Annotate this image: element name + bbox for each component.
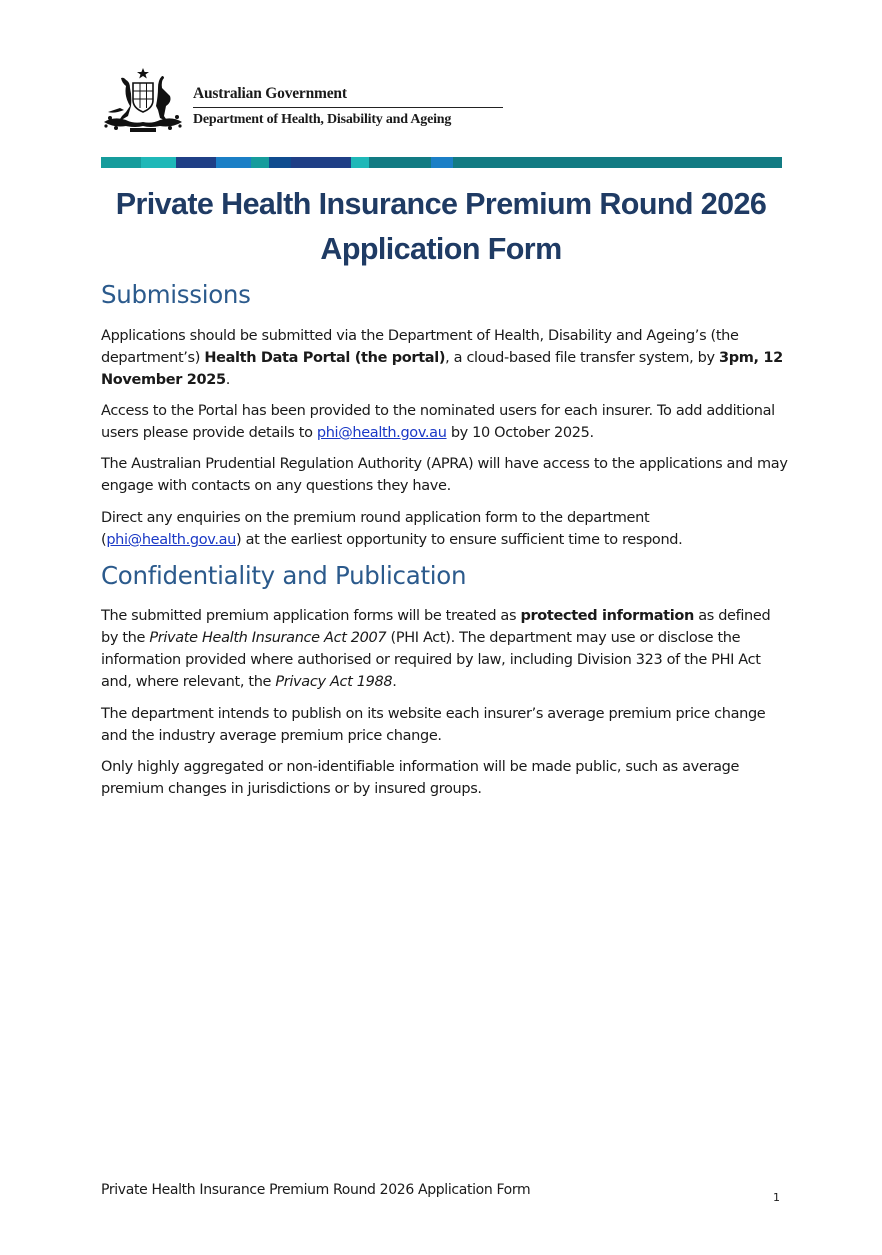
- government-name: Australian Government: [193, 85, 347, 102]
- band-segment: [176, 157, 216, 168]
- email-link[interactable]: phi@health.gov.au: [106, 532, 237, 548]
- band-segment: [369, 157, 431, 168]
- text-run: Only highly aggregated or non-identifiable information will be made public, such as average premium changes in jurisdictions or by insured groups.: [101, 759, 740, 797]
- page-footer: Private Health Insurance Premium Round 2026 Application Form: [101, 1182, 531, 1198]
- email-link[interactable]: phi@health.gov.au: [316, 425, 447, 441]
- text-run: Direct any enquiries on the premium round application form to the department (: [101, 510, 650, 548]
- title-line-1: Private Health Insurance Premium Round 2026: [115, 187, 767, 221]
- act-name: Private Health Insurance Act 2007: [149, 630, 387, 646]
- band-segment: [291, 157, 351, 168]
- text-run: as defined by the: [101, 608, 771, 646]
- deadline: 3pm, 12 November 2025: [101, 350, 783, 388]
- text-run: ) at the earliest opportunity to ensure sufficient time to respond.: [236, 532, 683, 548]
- header-divider: [193, 107, 503, 108]
- submissions-heading: Submissions: [101, 280, 251, 309]
- confidentiality-heading: Confidentiality and Publication: [101, 561, 467, 590]
- text-run: (PHI Act). The department may use or disclose the information provided where authorised or required by law, including Division 323 of the PHI Act and, where relevant, the: [101, 630, 761, 690]
- page-title: [60, 182, 822, 272]
- text-run: , a cloud-based file transfer system, by: [445, 350, 719, 366]
- confidentiality-paragraph-3: [101, 756, 791, 800]
- page-header: [100, 66, 510, 136]
- portal-name: Health Data Portal (the portal): [204, 350, 446, 366]
- band-segment: [351, 157, 369, 168]
- confidentiality-paragraph-2: [101, 703, 791, 747]
- coat-of-arms-icon: [100, 66, 186, 134]
- text-run: The Australian Prudential Regulation Authority (APRA) will have access to the applications and may engage with contacts on any questions they have.: [101, 456, 788, 494]
- band-segment: [101, 157, 141, 168]
- act-name: Privacy Act 1988: [275, 674, 393, 690]
- title-line-2: Application Form: [320, 232, 562, 266]
- decorative-color-band: [101, 157, 782, 168]
- text-run: Access to the Portal has been provided to the nominated users for each insurer. To add additional users please provide details to: [101, 403, 775, 441]
- band-segment: [431, 157, 453, 168]
- text-run: by 10 October 2025.: [446, 425, 594, 441]
- band-segment: [216, 157, 251, 168]
- department-name: Department of Health, Disability and Ageing: [193, 112, 452, 127]
- submissions-paragraph-3: [101, 453, 791, 497]
- submissions-paragraph-4: [101, 507, 791, 551]
- text-run: The department intends to publish on its website each insurer’s average premium price change and the industry average premium price change.: [101, 706, 766, 744]
- band-segment: [251, 157, 269, 168]
- protected-information: protected information: [520, 608, 694, 624]
- band-segment: [269, 157, 291, 168]
- band-segment: [453, 157, 782, 168]
- submissions-paragraph-1: [101, 325, 791, 391]
- confidentiality-paragraph-1: [101, 605, 791, 693]
- text-run: Applications should be submitted via the Department of Health, Disability and Ageing’s (the department’s): [101, 328, 739, 366]
- submissions-paragraph-2: [101, 400, 791, 444]
- text-run: The submitted premium application forms will be treated as: [101, 608, 521, 624]
- band-segment: [141, 157, 176, 168]
- text-run: .: [225, 372, 230, 388]
- text-run: .: [392, 674, 397, 690]
- page-number: 1: [773, 1191, 780, 1204]
